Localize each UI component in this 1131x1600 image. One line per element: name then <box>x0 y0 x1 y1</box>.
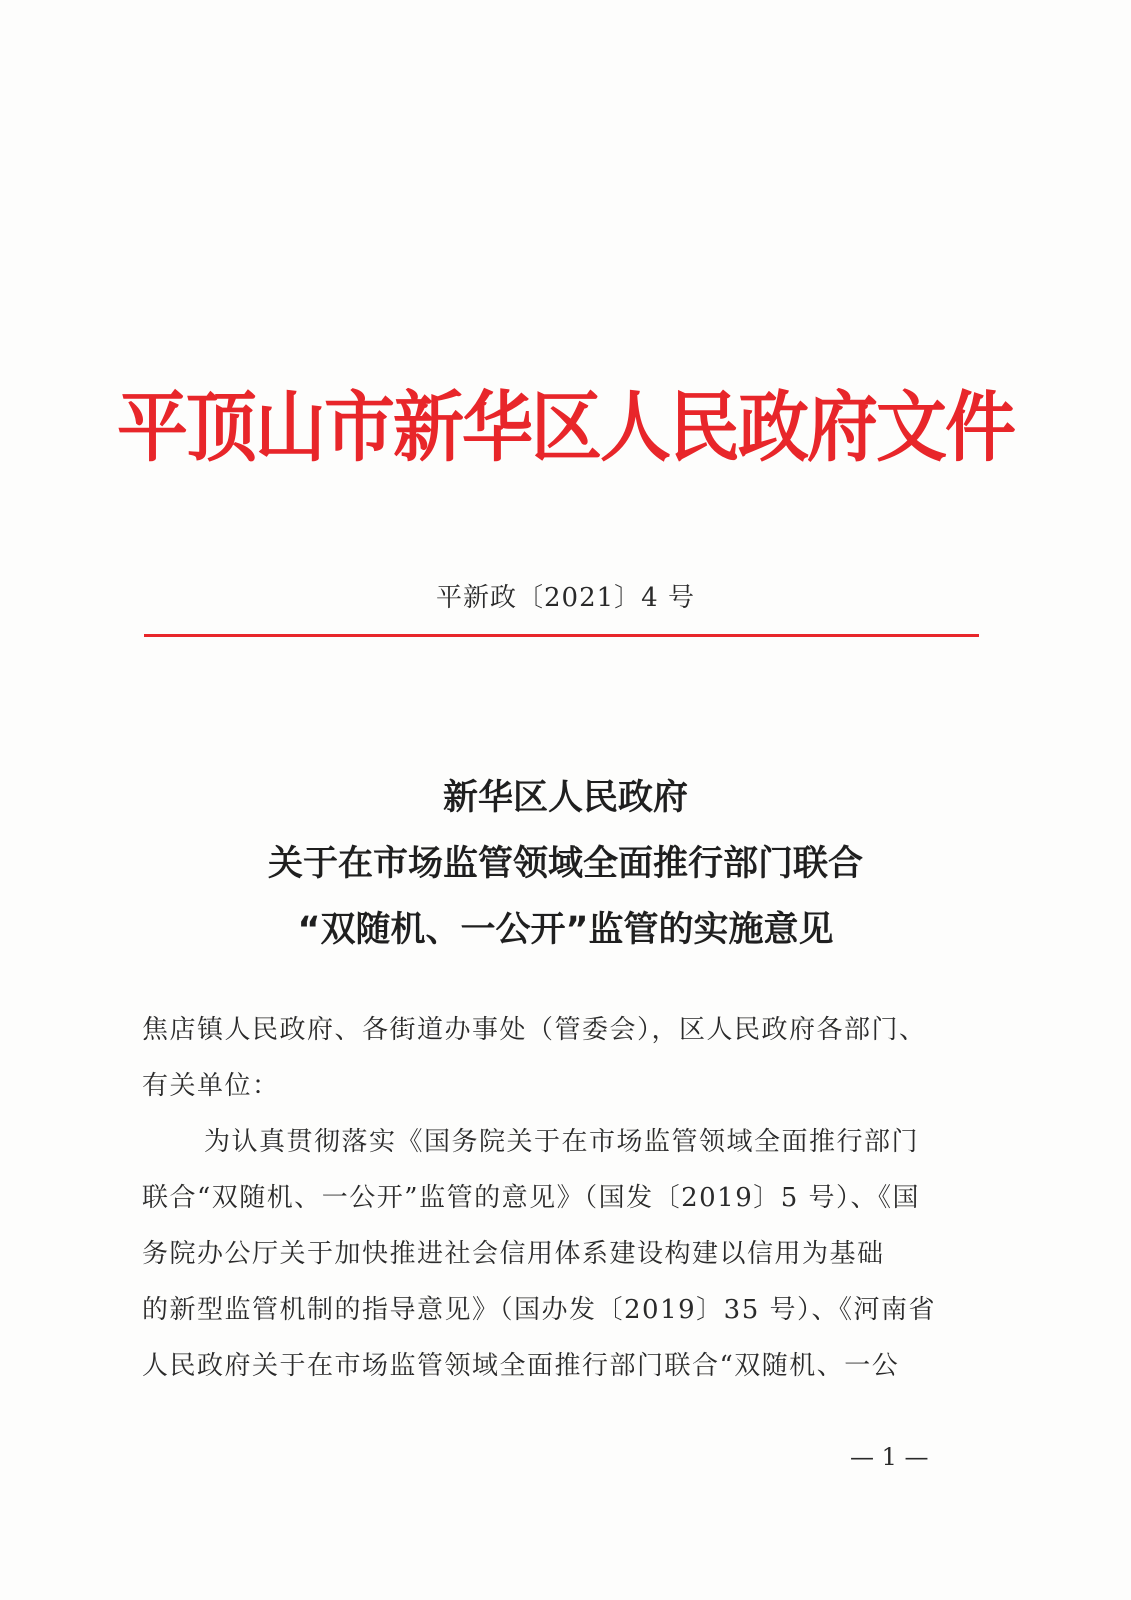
body-paragraph-line: 为认真贯彻落实《国务院关于在市场监管领域全面推行部门 <box>204 1127 920 1157</box>
document-number: 平新政〔2021〕4 号 <box>436 583 695 613</box>
issuer-title: 平顶山市新华区人民政府文件 <box>116 382 1014 473</box>
red-divider <box>144 634 979 637</box>
document-title-line-1: 新华区人民政府 <box>442 778 688 818</box>
addressee-line-2: 有关单位： <box>142 1071 280 1101</box>
body-paragraph-line: 联合“双随机、一公开”监管的意见》（国发〔2019〕5 号）、《国 <box>142 1183 921 1213</box>
document-title-line-3: “双随机、一公开”监管的实施意见 <box>297 910 834 950</box>
body-paragraph-line: 的新型监管机制的指导意见》（国办发〔2019〕35 号）、《河南省 <box>142 1295 937 1325</box>
page-number: — 1 — <box>850 1443 929 1471</box>
addressee-line-1: 焦店镇人民政府、各街道办事处（管委会），区人民政府各部门、 <box>142 1015 927 1045</box>
body-paragraph-line: 务院办公厅关于加快推进社会信用体系建设构建以信用为基础 <box>142 1239 885 1269</box>
body-paragraph-line: 人民政府关于在市场监管领域全面推行部门联合“双随机、一公 <box>142 1351 900 1381</box>
document-title-line-2: 关于在市场监管领域全面推行部门联合 <box>267 844 863 884</box>
